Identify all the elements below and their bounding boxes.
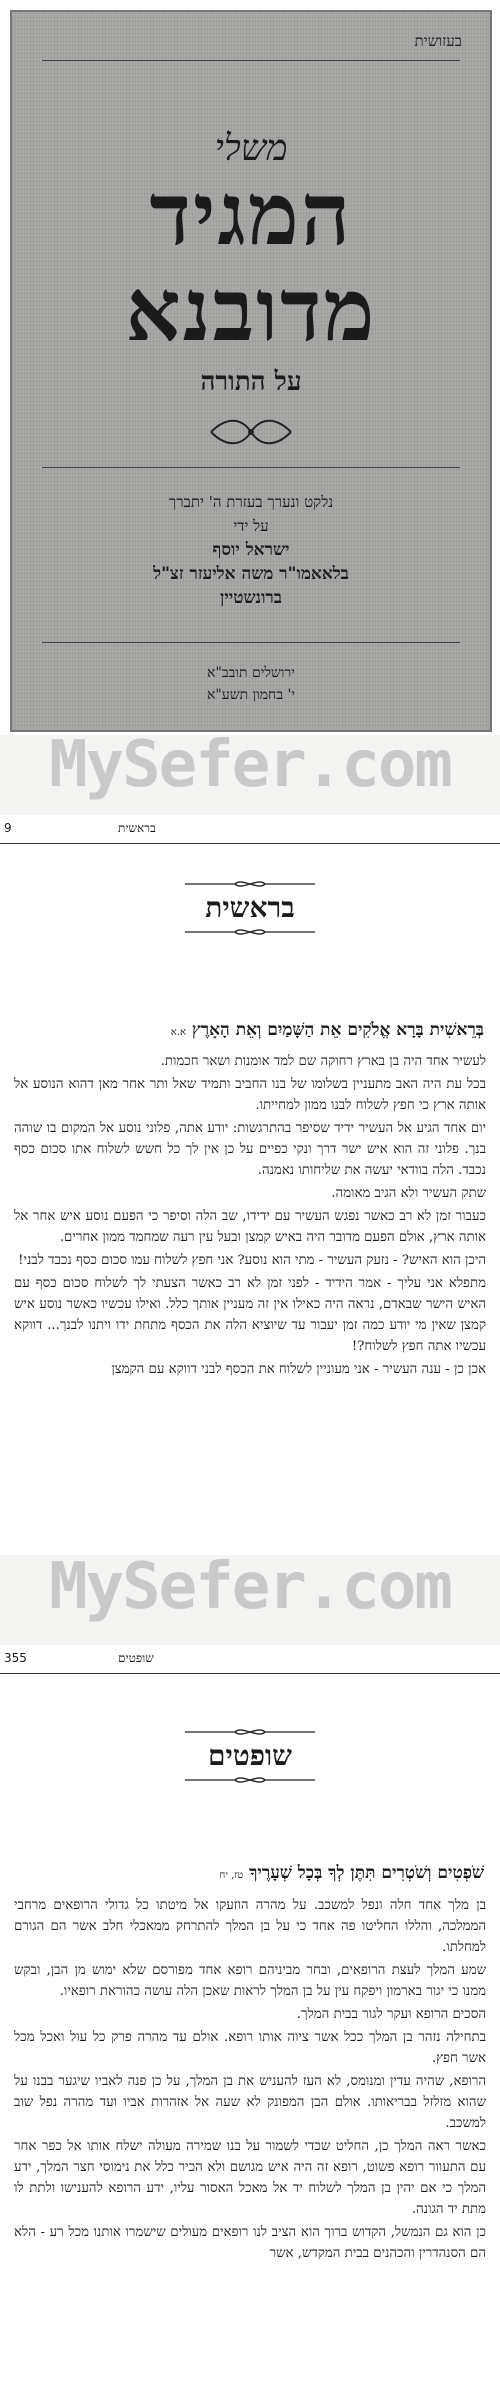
- city-line: י' בחמון תשע"א: [206, 687, 296, 703]
- running-head: שופטים: [118, 1651, 154, 1665]
- verse-heading: [16, 1863, 484, 1883]
- page-shoftim: [0, 1645, 500, 2399]
- paragraph: כן הוא גם הנמשל, הקדוש ברוך הוא הציב לנו רופאים מעולים שישמרו אותנו מכל רע - הלא הם הסנהדרין והכהנים בבית המקדש, אשר: [14, 2225, 486, 2261]
- credits-father: בלאאמו"ר משה אליעזר זצ"ל: [153, 564, 349, 584]
- cover-meshalei: משלי: [214, 128, 288, 169]
- section-heading: [0, 1725, 500, 1787]
- heading-ornament-icon: [180, 877, 320, 891]
- paragraph: שמע המלך לעצת הרופאים, ובחר מביניהם רופא אחד מפורסם שלא ימוש מן הבן, ובקש ממנו כי יגור בארמון ויפקח עין על בן המלך לראות שאכן הלה עושה כהוראת רופאיו.: [14, 1963, 486, 1999]
- page-number: 9: [4, 821, 12, 835]
- paragraph: הסכים הרופא ועקר לגור בבית המלך.: [296, 2007, 486, 2022]
- cover-subtitle: על התורה: [200, 367, 302, 397]
- paragraph: הרופא, שהיה עדין ומנומס, לא העז להעניש את בן המלך, על כן פנה לאביו שיגער בבנו על שהוא מזלזל בבריאותו. אולם הבן המפונק לא שעה אל אזהרות אביו ועד מהרה נפל שוב למשכב.: [14, 2074, 486, 2131]
- watermark: MySefer.com: [49, 728, 451, 802]
- paragraph: שתק העשיר ולא הגיב מאומה.: [331, 1186, 486, 1201]
- verse-ref: א.א: [170, 1027, 186, 1038]
- paragraph: אכן כן - ענה העשיר - אני מעוניין לשלוח את הכסף לבני דווקא עם הקמצן: [111, 1362, 486, 1377]
- watermark: MySefer.com: [49, 1550, 451, 1624]
- credits-author: ישראל יוסף: [212, 540, 290, 560]
- heading-ornament-icon: [180, 925, 320, 939]
- cover-publisher: בעזושית: [414, 32, 462, 50]
- page-bereshit: [0, 815, 500, 1555]
- section-heading: [0, 877, 500, 939]
- verse-heading: [16, 1020, 484, 1040]
- cover-rule-top: [42, 60, 460, 61]
- cover-title-line2: מדובנא: [125, 260, 377, 361]
- cover-city: [12, 662, 490, 706]
- section-title: שופטים: [208, 1739, 292, 1772]
- city-line: ירושלים תובב"א: [207, 665, 295, 681]
- verse-text: בְּרֵאשִׁית בָּרָא אֱלֹקִים אֵת הַשָּׁמַיִם וְאֵת הָאָרֶץ: [191, 1020, 484, 1040]
- verse-text: שֹׁפְטִים וְשֹׁטְרִים תִּתֶּן לְךָ בְּכָל שְׁעָרֶיךָ: [249, 1863, 484, 1883]
- cover-rule-mid: [42, 467, 460, 468]
- paragraph: בתחילה נזהר בן המלך ככל אשר ציוה אותו רופא. אולם עד מהרה פרק כל עול ואכל מכל אשר חפץ.: [14, 2030, 486, 2066]
- paragraph: מתפלא אני עליך - אמר הידיד - לפני זמן לא רב כאשר הצעתי לך לשלוח סכום כסף עם האיש הישר שבאדם, נראה היה כאילו אין זה מעניין אותך כלל. ואילו עכשיו כאשר נוסע איש קמצן שאין מי יודע כמה זמן יעבור עד שיוציא הלה את הכסף מתחת ידו ויתנו לבנך... דווקא עכשיו אתה חפץ לשלוח?!: [14, 1276, 486, 1354]
- book-cover: [10, 10, 492, 732]
- parable-text: [14, 1051, 486, 1382]
- paragraph: כעבור זמן לא רב כאשר נפגש העשיר עם ידידו, שב הלה וסיפר כי הפעם נוסע איש אחר אל אותה ארץ, אולם הפעם מדובר היה באיש קמצן ובעל עין רעה שמחמד ממון אחרים.: [14, 1209, 486, 1245]
- page-header: [0, 815, 500, 844]
- page-header: [0, 1645, 500, 1674]
- section-title: בראשית: [205, 891, 295, 924]
- credits-line: נלקט ונערך בעזרת ה' יתברך: [168, 493, 334, 511]
- paragraph: לעשיר אחד היה בן בארץ רחוקה שם למד אומנות ושאר חכמות.: [160, 1054, 486, 1069]
- paragraph: היכן הוא האיש? - נזעק העשיר - מתי הוא נוסע? אני חפץ לשלוח עמו סכום כסף נכבד לבני!: [18, 1253, 486, 1268]
- cover-title-line1: המגיד: [149, 164, 353, 265]
- cover-credits: [12, 490, 490, 610]
- paragraph: כאשר ראה המלך כן, החליט שכדי לשמור על בנו שמירה מעולה ישלח אותו אל כפר אחר עם התעוור רופא פשוט, רופא זה היה איש מגושם ולא הכיר כלל את נימוסי חצר המלך, ידע המלך כי אם יהין בן המלך לשלוח יד אל מאכל האסור עליו, ידע הרופא להענישו ולתת לו מתת יד הגונה.: [14, 2139, 486, 2217]
- credits-surname: ברונשטיין: [220, 588, 282, 608]
- paragraph: יום אחד הגיע אל העשיר ידיד שסיפר בהתרגשות: יודע אתה, פלוני נוסע אל המקום בו שוהה בנך. פלוני זה הוא איש ישר דרך ונקי כפיים על כן אין לך כל חשש לשלוח אתו סכום כסף נכבד. הלה בוודאי יעשה את שליחותו נאמנה.: [14, 1121, 486, 1178]
- cover-rule-bottom: [42, 642, 460, 643]
- parable-text: [14, 1895, 486, 2266]
- cover-scan: [0, 0, 500, 735]
- paragraph: בכל עת היה האב מתעניין בשלומו של בנו החביב ותמיד שאל ותר אחר מאן דהוא הנוסע אל אותה ארץ כי חפץ לשלוח לבנו ממון למחייתו.: [14, 1077, 486, 1113]
- flourish-ornament-icon: [206, 412, 296, 452]
- paragraph: בן מלך אחד חלה ונפל למשכב. על מהרה הוזעקו אל מיטתו כל גדולי הרופאים מרחבי הממלכה, והללו החליטו פה אחד כי על בן המלך להתרחק ממאכלי חלב אשר הם הגורם למחלתו.: [14, 1898, 486, 1955]
- verse-ref: טז, יח: [219, 1870, 244, 1881]
- heading-ornament-icon: [180, 1725, 320, 1739]
- running-head: בראשית: [118, 821, 156, 835]
- heading-ornament-icon: [180, 1773, 320, 1787]
- page-number: 355: [4, 1651, 27, 1665]
- credits-line: על ידי: [233, 517, 269, 535]
